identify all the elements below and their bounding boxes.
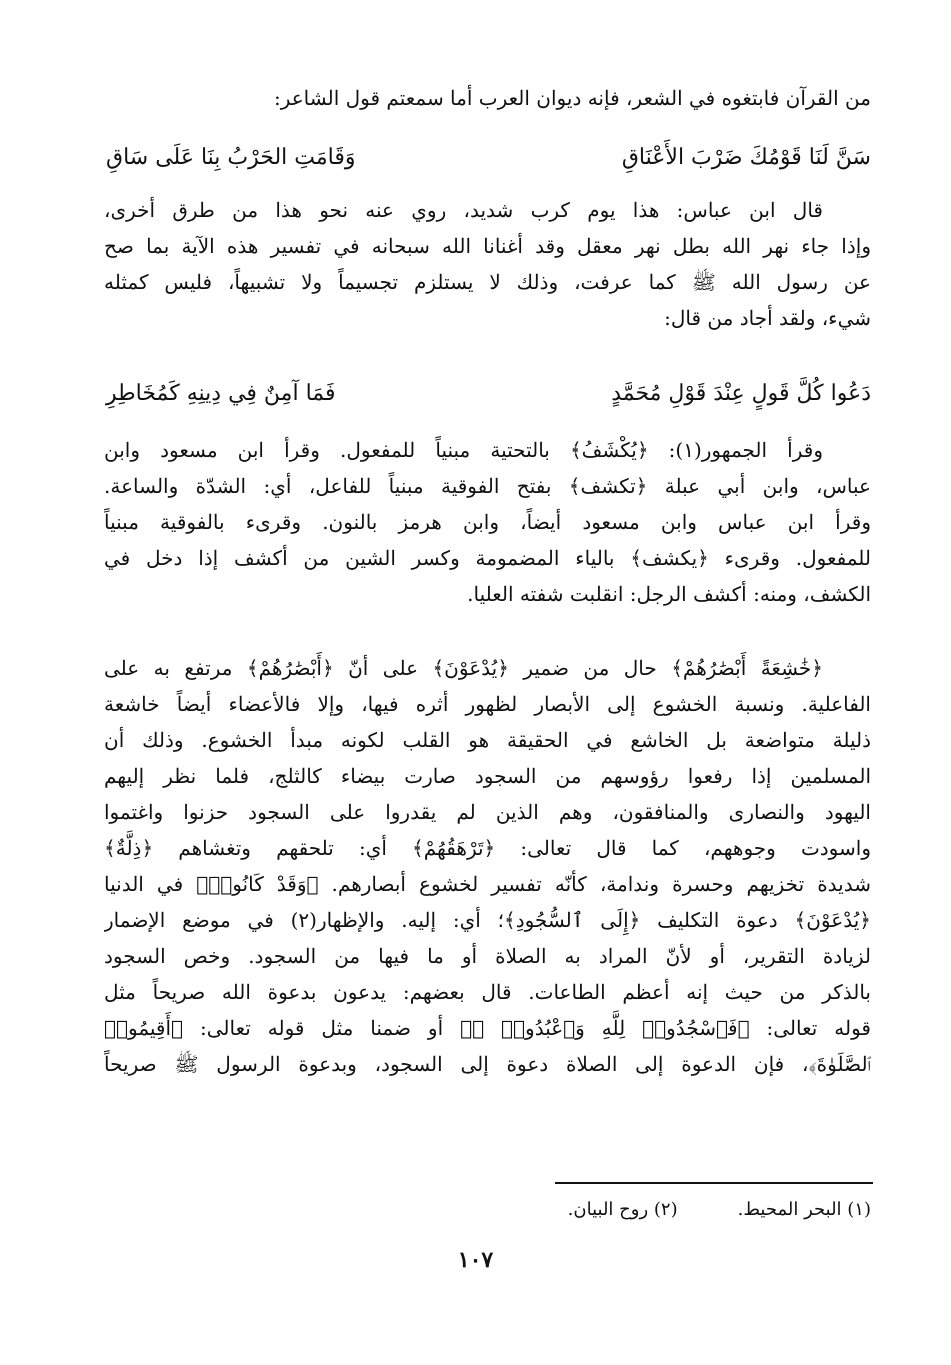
page-number: ١٠٧	[457, 1247, 494, 1273]
text-line: الفاعلية. ونسبة الخشوع إلى الأبصار لظهور أثره فيها، وإلا فالأعضاء أيضاً خاشعة	[104, 692, 871, 716]
verse-one	[106, 138, 871, 178]
footnotes	[320, 1196, 871, 1224]
verse-hemistich-left: وَقَامَتِ الحَرْبُ بِنَا عَلَى سَاقِ	[106, 145, 356, 170]
verse-hemistich-right: سَنَّ لَنَا قَوْمُكَ ضَرْبَ الأَعْنَاقِ	[621, 145, 871, 170]
footnote-2: (٢) روح البيان.	[567, 1199, 678, 1220]
text-line: وقرأ الجمهور(١): ﴿يُكْشَفُ﴾ بالتحتية مبنياً للمفعول. وقرأ ابن مسعود وابن	[104, 438, 823, 462]
text-line: المسلمين إذا رفعوا رؤوسهم من السجود صارت بيضاء كالثلج، فلما نظر إليهم	[104, 764, 871, 788]
footnote-divider	[555, 1182, 873, 1184]
text-line: بالذكر من حيث إنه أعظم الطاعات. قال بعضهم: يدعون بدعوة الله صريحاً مثل	[104, 980, 871, 1004]
intro-paragraph	[104, 80, 871, 116]
text-line: لزيادة التقرير، أو لأنّ المراد به الصلاة أو ما فيها من السجود. وخص السجود	[104, 944, 871, 968]
text-line: ذليلة متواضعة بل الخاشع في الحقيقة هو القلب لكونه مبدأ الخشوع. وذلك أن	[104, 728, 871, 752]
text-line: وقرأ ابن عباس وابن مسعود أيضاً، وابن هرمز بالنون. وقرىء بالفوقية مبنياً	[104, 510, 871, 534]
text-line: اليهود والنصارى والمنافقون، وهم الذين لم يقدروا على السجود حزنوا واغتموا	[104, 800, 871, 824]
text-line: من القرآن فابتغوه في الشعر، فإنه ديوان العرب أما سمعتم قول الشاعر:	[273, 86, 871, 110]
verse-hemistich-left: فَمَا آمِنٌ فِي دِينِهِ كَمُخَاطِرِ	[106, 381, 336, 406]
text-line: عن رسول الله ﷺ كما عرفت، وذلك لا يستلزم تجسيماً ولا تشبيهاً، فليس كمثله	[104, 270, 871, 294]
text-line: وإذا جاء نهر الله بطل نهر معقل وقد أغنانا الله سبحانه في تفسير هذه الآية بما صح	[104, 234, 871, 258]
verse-two	[106, 374, 871, 414]
text-line: قوله تعالى: ﴿فَٱسْجُدُوا۟ لِلَّهِ وَٱعْبُدُوا۟ ۩﴾ أو ضمنا مثل قوله تعالى: ﴿أَقِيمُوا۟	[104, 1016, 871, 1040]
footnote-1: (١) البحر المحيط.	[737, 1199, 871, 1220]
paragraph-one	[104, 192, 871, 336]
text-line: واسودت وجوههم، كما قال تعالى: ﴿تَرْهَقُهُمْ﴾ أي: تلحقهم وتغشاهم ﴿ذِلَّةٌ﴾	[104, 836, 871, 860]
text-line: ٱلصَّلَوٰةَ﴾، فإن الدعوة إلى الصلاة دعوة إلى السجود، وبدعوة الرسول ﷺ صريحاً	[104, 1052, 871, 1076]
text-line: ﴿خَٰشِعَةً أَبْصَٰرُهُمْ﴾ حال من ضمير ﴿يُدْعَوْنَ﴾ على أنّ ﴿أَبْصَٰرُهُمْ﴾ مرتفع به على	[104, 656, 823, 680]
text-line: شديدة تخزيهم وحسرة وندامة، كأنّه تفسير لخشوع أبصارهم. ﴿وَقَدْ كَانُوا۟﴾ في الدنيا	[104, 872, 871, 896]
paragraph-three	[104, 650, 871, 1082]
text-line: ﴿يُدْعَوْنَ﴾ دعوة التكليف ﴿إِلَى ٱلسُّجُودِ﴾؛ أي: إليه. والإظهار(٢) في موضع الإضمار	[104, 908, 871, 932]
text-line: قال ابن عباس: هذا يوم كرب شديد، روي عنه نحو هذا من طرق أخرى،	[104, 198, 823, 222]
text-line: عباس، وابن أبي عبلة ﴿تكشف﴾ بفتح الفوقية مبنياً للفاعل، أي: الشدّة والساعة.	[104, 474, 871, 498]
text-line: الكشف، ومنه: أكشف الرجل: انقلبت شفته العليا.	[467, 582, 871, 606]
text-line: للمفعول. وقرىء ﴿يكشف﴾ بالياء المضمومة وكسر الشين من أكشف إذا دخل في	[104, 546, 871, 570]
text-line: شيء، ولقد أجاد من قال:	[664, 306, 871, 330]
paragraph-two	[104, 432, 871, 612]
verse-hemistich-right: دَعُوا كُلَّ قَولٍ عِنْدَ قَوْلِ مُحَمَّدٍ	[611, 381, 871, 406]
